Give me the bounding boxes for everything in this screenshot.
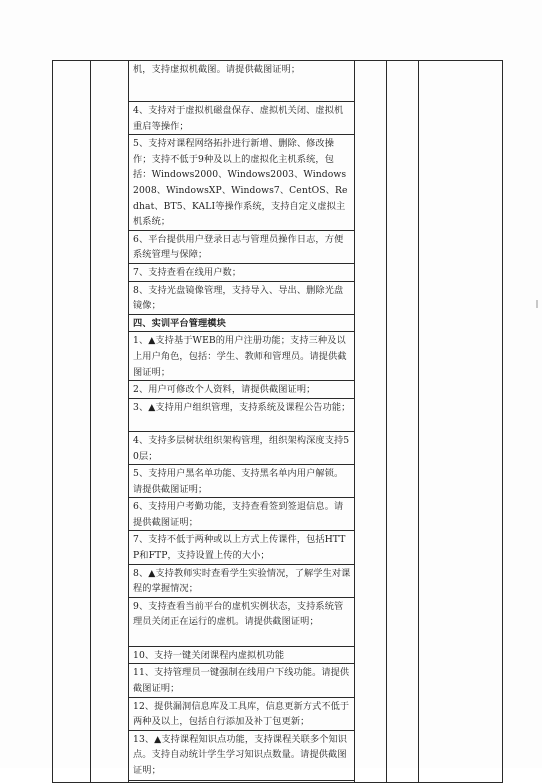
- spec-text: 9、支持查看当前平台的虚机实例状态，支持系统管理员关闭正在运行的虚机。请提供截图证明；: [133, 600, 344, 628]
- spec-text: 5、支持对课程网络拓扑进行新增、删除、修改操作；支持不低于9种及以上的虚拟化主机系统，包括：Windows2000、Windows2003、Windows2008、WindowsXP、Windows7、CentOS、Redhat、BT5、KALI等操作系统，支持自定义虚拟主机系统；: [133, 138, 348, 228]
- item-column-cell: [91, 61, 129, 783]
- spec-text: 8、▲支持教师实时查看学生实验情况，了解学生对课程的掌握情况；: [133, 567, 351, 595]
- spec-cell: [129, 431, 355, 464]
- spec-cell: [129, 531, 355, 564]
- spec-text: 11、支持管理员一键强制在线用户下线功能。请提供截图证明；: [133, 667, 350, 695]
- spec-text: 4、支持对于虚拟机磁盘保存、虚拟机关闭、虚拟机重启等操作；: [133, 105, 344, 132]
- spec-cell: [129, 332, 355, 381]
- spec-cell: [129, 230, 355, 263]
- spec-cell: [129, 465, 355, 498]
- spec-cell: [129, 597, 355, 646]
- spec-text: 12、提供漏洞信息库及工具库，信息更新方式不低于两种及以上，包括自行添加及补丁包更新；: [133, 700, 350, 728]
- spec-text: 6、平台提供用户登录日志与管理员操作日志，方便系统管理与保障；: [133, 233, 344, 261]
- spec-cell: [129, 281, 355, 314]
- spec-text: 5、支持用户黑名单功能、支持黑名单内用户解锁。请提供截图证明；: [133, 468, 344, 495]
- table-row: [53, 61, 503, 102]
- section-heading-cell: [129, 314, 355, 332]
- scan-edge-mark: [536, 300, 538, 308]
- spec-cell: [129, 498, 355, 531]
- spec-cell: [129, 61, 355, 102]
- spec-text: 7、支持不低于两种或以上方式上传课件，包括HTTP和FTP，支持设置上传的大小；: [133, 534, 346, 562]
- sequence-column-cell: [53, 61, 91, 783]
- spec-cell: [129, 135, 355, 231]
- spec-cell: [129, 102, 355, 135]
- spec-cell: [129, 730, 355, 780]
- spec-cell: [129, 697, 355, 730]
- section-heading: 四、实训平台管理模块: [133, 317, 226, 329]
- spec-text: 4、支持多层树状组织架构管理，组织架构深度支持50层；: [133, 434, 350, 462]
- spec-text: 13、▲支持课程知识点功能，支持课程关联多个知识点。支持自动统计学生学习知识点数量。请提供截图证明；: [133, 733, 348, 776]
- spec-cell: [129, 564, 355, 597]
- spec-text: 7、支持查看在线用户数；: [133, 266, 242, 278]
- quantity-column-cell: [355, 61, 387, 783]
- spec-cell: [129, 381, 355, 399]
- spec-text: 2、用户可修改个人资料，请提供截图证明；: [133, 384, 316, 396]
- spec-cell: [129, 780, 355, 782]
- spec-text: 1、▲支持基于WEB的用户注册功能；支持三种及以上用户角色，包括：学生、教师和管理员。请提供截图证明；: [133, 335, 347, 378]
- spec-cell: [129, 646, 355, 664]
- unit-column-cell: [387, 61, 419, 783]
- spec-text: 机，支持虚拟机截图。请提供截图证明；: [133, 64, 301, 75]
- spec-text: 3、▲支持用户组织管理，支持系统及课程公告功能；: [133, 401, 351, 413]
- spec-table: [52, 60, 503, 783]
- spec-cell: [129, 263, 355, 281]
- remark-column-cell: [419, 61, 503, 783]
- spec-text: 6、支持用户考勤功能，支持查看签到签退信息。请提供截图证明；: [133, 501, 344, 528]
- spec-cell: [129, 398, 355, 431]
- spec-cell: [129, 664, 355, 697]
- spec-text: 8、支持光盘镜像管理，支持导入、导出、删除光盘镜像；: [133, 284, 344, 312]
- spec-text: 10、支持一键关闭课程内虚拟机功能: [133, 649, 285, 661]
